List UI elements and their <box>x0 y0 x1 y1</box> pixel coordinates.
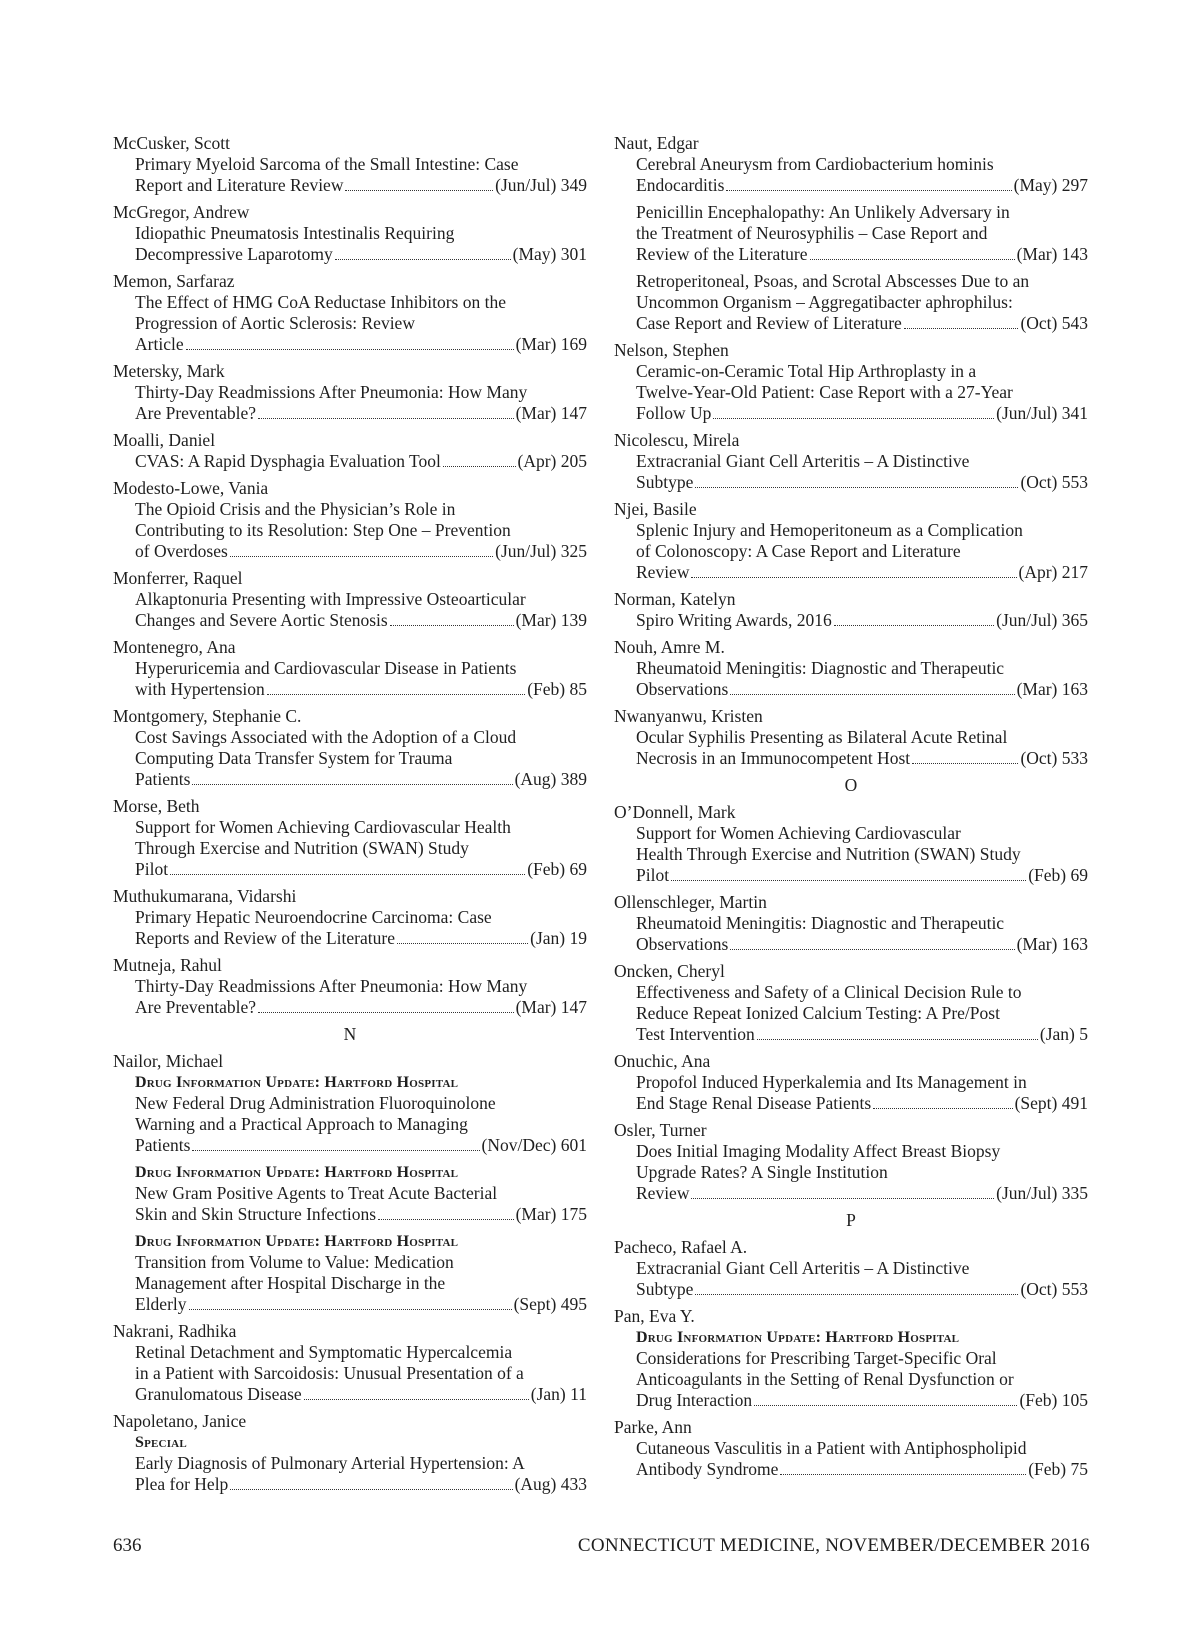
index-entry <box>614 706 1088 769</box>
article-item <box>614 1072 1088 1114</box>
section-tag: Drug Information Update: Hartford Hospital <box>636 1329 960 1346</box>
title-text: Endocarditis <box>636 175 725 195</box>
article-title-line <box>113 541 587 562</box>
section-tag: Drug Information Update: Hartford Hospital <box>135 1074 459 1091</box>
author-name: Modesto-Lowe, Vania <box>113 478 269 498</box>
article-item <box>113 223 587 265</box>
index-entry <box>614 430 1088 493</box>
title-text: Plea for Help <box>135 1474 229 1494</box>
leader-dots <box>691 1198 994 1199</box>
title-text: Antibody Syndrome <box>636 1459 779 1479</box>
article-title-line <box>614 472 1088 493</box>
article-item <box>614 361 1088 424</box>
article-title-line <box>614 403 1088 424</box>
article-title-line: Progression of Aortic Sclerosis: Review <box>135 313 415 333</box>
index-entry <box>614 1417 1088 1480</box>
article-title-line <box>614 679 1088 700</box>
title-text: Case Report and Review of Literature <box>636 313 902 333</box>
author-name: Monferrer, Raquel <box>113 568 243 588</box>
index-entry <box>113 430 587 472</box>
article-item <box>113 499 587 562</box>
article-title-line: Cerebral Aneurysm from Cardiobacterium hominis <box>636 154 994 174</box>
index-entry <box>113 886 587 949</box>
title-text: Subtype <box>636 1279 694 1299</box>
article-item <box>614 610 1088 631</box>
index-entry <box>113 202 587 265</box>
article-title-line <box>113 679 587 700</box>
leader-dots <box>192 784 512 785</box>
article-title-line: the Treatment of Neurosyphilis – Case Report and <box>636 223 988 243</box>
issue-page-ref: (Feb) 105 <box>1019 1390 1088 1410</box>
index-entry <box>614 340 1088 424</box>
issue-page-ref: (Mar) 139 <box>515 610 587 630</box>
article-title-line <box>614 1093 1088 1114</box>
article-title-line <box>113 1204 587 1225</box>
article-item <box>113 1342 587 1405</box>
article-title-line: Thirty-Day Readmissions After Pneumonia: How Many <box>135 976 528 996</box>
index-entry <box>113 478 587 562</box>
issue-page-ref: (Oct) 553 <box>1020 472 1088 492</box>
article-item <box>614 913 1088 955</box>
article-title-line <box>614 1024 1088 1045</box>
title-text: Review of the Literature <box>636 244 808 264</box>
title-text: Observations <box>636 934 729 954</box>
author-name: Nouh, Amre M. <box>614 637 725 657</box>
article-title-line: of Colonoscopy: A Case Report and Literature <box>636 541 961 561</box>
article-item <box>614 202 1088 265</box>
title-text: Report and Literature Review <box>135 175 344 195</box>
issue-page-ref: (Mar) 163 <box>1016 934 1088 954</box>
index-entry <box>113 955 587 1018</box>
article-item <box>614 271 1088 334</box>
title-text: of Overdoses <box>135 541 228 561</box>
article-title-line <box>113 1384 587 1405</box>
author-name: Nicolescu, Mirela <box>614 430 740 450</box>
article-item <box>614 1438 1088 1480</box>
article-title-line: Rheumatoid Meningitis: Diagnostic and Therapeutic <box>636 658 1005 678</box>
issue-page-ref: (Aug) 389 <box>514 769 587 789</box>
index-entry <box>113 361 587 424</box>
article-title-line: The Effect of HMG CoA Reductase Inhibitors on the <box>135 292 506 312</box>
title-text: CVAS: A Rapid Dysphagia Evaluation Tool <box>135 451 441 471</box>
article-item <box>113 658 587 700</box>
leader-dots <box>730 694 1014 695</box>
article-title-line: Considerations for Prescribing Target-Specific Oral <box>636 1348 997 1368</box>
article-title-line <box>614 1459 1088 1480</box>
article-title-line: in a Patient with Sarcoidosis: Unusual Presentation of a <box>135 1363 524 1383</box>
title-text: Review <box>636 562 690 582</box>
author-name: McGregor, Andrew <box>113 202 250 222</box>
article-item <box>113 589 587 631</box>
article-title-line <box>614 175 1088 196</box>
title-text: Test Intervention <box>636 1024 755 1044</box>
author-name: Montenegro, Ana <box>113 637 236 657</box>
index-entry <box>113 1411 587 1495</box>
issue-page-ref: (Feb) 85 <box>527 679 587 699</box>
section-tag: Drug Information Update: Hartford Hospital <box>135 1233 459 1250</box>
issue-page-ref: (May) 297 <box>1013 175 1088 195</box>
issue-page-ref: (Nov/Dec) 601 <box>481 1135 587 1155</box>
title-text: Review <box>636 1183 690 1203</box>
index-entry <box>113 568 587 631</box>
article-item <box>614 658 1088 700</box>
article-item <box>614 823 1088 886</box>
article-title-line <box>113 928 587 949</box>
article-title-line: Extracranial Giant Cell Arteritis – A Distinctive <box>636 451 970 471</box>
title-text: Pilot <box>135 859 169 879</box>
title-text: Spiro Writing Awards, 2016 <box>636 610 832 630</box>
article-title-line <box>113 1474 587 1495</box>
article-title-line <box>113 244 587 265</box>
leader-dots <box>780 1474 1026 1475</box>
leader-dots <box>258 1012 514 1013</box>
title-text: Are Preventable? <box>135 403 256 423</box>
section-letter: P <box>846 1210 856 1230</box>
title-text: Observations <box>636 679 729 699</box>
leader-dots <box>810 259 1015 260</box>
index-entry <box>113 133 587 196</box>
title-text: Patients <box>135 769 191 789</box>
article-title-line <box>113 769 587 790</box>
article-title-line: Health Through Exercise and Nutrition (SWAN) Study <box>636 844 1021 864</box>
title-text: Skin and Skin Structure Infections <box>135 1204 377 1224</box>
article-title-line: Cost Savings Associated with the Adoption of a Cloud <box>135 727 517 747</box>
title-text: Elderly <box>135 1294 187 1314</box>
author-name: Osler, Turner <box>614 1120 707 1140</box>
article-title-line: Cutaneous Vasculitis in a Patient with Antiphospholipid <box>636 1438 1027 1458</box>
index-entry <box>113 706 587 790</box>
issue-page-ref: (Sept) 495 <box>513 1294 587 1314</box>
article-item <box>113 382 587 424</box>
issue-page-ref: (Mar) 147 <box>515 403 587 423</box>
article-title-line: Warning and a Practical Approach to Managing <box>135 1114 468 1134</box>
title-text: Granulomatous Disease <box>135 1384 302 1404</box>
article-title-line: Propofol Induced Hyperkalemia and Its Management in <box>636 1072 1027 1092</box>
article-title-line: Support for Women Achieving Cardiovascular <box>636 823 961 843</box>
article-title-line: Upgrade Rates? A Single Institution <box>636 1162 888 1182</box>
author-name: Nailor, Michael <box>113 1051 224 1071</box>
article-title-line <box>113 1135 587 1156</box>
leader-dots <box>834 625 994 626</box>
article-title-line: Early Diagnosis of Pulmonary Arterial Hypertension: A <box>135 1453 525 1473</box>
page-number: 636 <box>113 1535 142 1556</box>
leader-dots <box>230 1489 512 1490</box>
article-title-line <box>113 859 587 880</box>
article-item <box>614 520 1088 583</box>
author-name: Memon, Sarfaraz <box>113 271 235 291</box>
leader-dots <box>335 259 511 260</box>
author-name: Pan, Eva Y. <box>614 1306 695 1326</box>
article-title-line <box>113 1294 587 1315</box>
author-name: Muthukumarana, Vidarshi <box>113 886 297 906</box>
article-item <box>113 451 587 472</box>
issue-page-ref: (Sept) 491 <box>1014 1093 1088 1113</box>
article-item <box>614 1327 1088 1411</box>
leader-dots <box>695 1294 1018 1295</box>
author-name: Pacheco, Rafael A. <box>614 1237 748 1257</box>
section-letter: N <box>343 1024 357 1044</box>
article-item <box>614 154 1088 196</box>
issue-page-ref: (Apr) 205 <box>517 451 587 471</box>
article-item <box>113 1162 587 1225</box>
leader-dots <box>397 943 528 944</box>
issue-page-ref: (Mar) 143 <box>1016 244 1088 264</box>
author-name: Napoletano, Janice <box>113 1411 247 1431</box>
issue-page-ref: (Jan) 19 <box>530 928 587 948</box>
issue-page-ref: (Mar) 147 <box>515 997 587 1017</box>
article-title-line <box>113 997 587 1018</box>
leader-dots <box>192 1150 479 1151</box>
article-title-line <box>113 175 587 196</box>
section-letter: O <box>844 775 858 795</box>
article-title-line <box>614 1390 1088 1411</box>
title-text: Pilot <box>636 865 670 885</box>
article-title-line: Support for Women Achieving Cardiovascular Health <box>135 817 511 837</box>
article-title-line <box>113 403 587 424</box>
author-name: McCusker, Scott <box>113 133 230 153</box>
leader-dots <box>443 466 516 467</box>
index-entry <box>113 1321 587 1405</box>
leader-dots <box>691 577 1016 578</box>
article-item <box>614 1141 1088 1204</box>
issue-page-ref: (May) 301 <box>512 244 587 264</box>
article-item <box>113 1432 587 1495</box>
article-title-line: Rheumatoid Meningitis: Diagnostic and Therapeutic <box>636 913 1005 933</box>
article-item <box>113 907 587 949</box>
index-entry <box>113 1051 587 1315</box>
article-title-line: Alkaptonuria Presenting with Impressive Osteoarticular <box>135 589 526 609</box>
author-name: Nakrani, Radhika <box>113 1321 237 1341</box>
index-entry <box>614 892 1088 955</box>
article-title-line: New Gram Positive Agents to Treat Acute Bacterial <box>135 1183 498 1203</box>
title-text: Subtype <box>636 472 694 492</box>
article-title-line: Primary Myeloid Sarcoma of the Small Intestine: Case <box>135 154 519 174</box>
leader-dots <box>378 1219 513 1220</box>
article-title-line: Hyperuricemia and Cardiovascular Disease in Patients <box>135 658 517 678</box>
article-title-line <box>614 865 1088 886</box>
author-name: Ollenschleger, Martin <box>614 892 767 912</box>
issue-page-ref: (Mar) 163 <box>1016 679 1088 699</box>
article-title-line: The Opioid Crisis and the Physician’s Role in <box>135 499 456 519</box>
leader-dots <box>170 874 525 875</box>
title-text: with Hypertension <box>135 679 265 699</box>
issue-page-ref: (Feb) 75 <box>1028 1459 1088 1479</box>
article-title-line <box>614 610 1088 631</box>
index-entry <box>614 589 1088 631</box>
article-title-line: Idiopathic Pneumatosis Intestinalis Requiring <box>135 223 455 243</box>
article-title-line <box>614 1183 1088 1204</box>
index-column-right <box>614 133 1088 1486</box>
index-entry <box>614 499 1088 583</box>
author-name: Norman, Katelyn <box>614 589 736 609</box>
index-entry <box>113 796 587 880</box>
index-entry <box>614 637 1088 700</box>
leader-dots <box>230 556 493 557</box>
article-title-line: Splenic Injury and Hemoperitoneum as a Complication <box>636 520 1023 540</box>
article-item <box>614 451 1088 493</box>
author-name: Metersky, Mark <box>113 361 225 381</box>
article-title-line <box>614 562 1088 583</box>
title-text: Drug Interaction <box>636 1390 753 1410</box>
article-title-line: Transition from Volume to Value: Medication <box>135 1252 454 1272</box>
author-name: Morse, Beth <box>113 796 200 816</box>
issue-page-ref: (Jun/Jul) 341 <box>996 403 1088 423</box>
title-text: Patients <box>135 1135 191 1155</box>
article-title-line: Ocular Syphilis Presenting as Bilateral Acute Retinal <box>636 727 1008 747</box>
author-name: O’Donnell, Mark <box>614 802 736 822</box>
article-title-line: Retinal Detachment and Symptomatic Hypercalcemia <box>135 1342 513 1362</box>
leader-dots <box>345 190 493 191</box>
author-name: Mutneja, Rahul <box>113 955 222 975</box>
leader-dots <box>873 1108 1012 1109</box>
article-item <box>113 292 587 355</box>
article-item <box>113 817 587 880</box>
issue-page-ref: (Jun/Jul) 365 <box>996 610 1088 630</box>
article-item <box>614 727 1088 769</box>
issue-page-ref: (Jun/Jul) 349 <box>495 175 587 195</box>
author-name: Montgomery, Stephanie C. <box>113 706 302 726</box>
issue-page-ref: (Oct) 553 <box>1020 1279 1088 1299</box>
author-name: Parke, Ann <box>614 1417 692 1437</box>
article-title-line: Does Initial Imaging Modality Affect Breast Biopsy <box>636 1141 1001 1161</box>
leader-dots <box>258 418 514 419</box>
leader-dots <box>695 487 1018 488</box>
index-entry <box>614 1237 1088 1300</box>
article-title-line: Ceramic-on-Ceramic Total Hip Arthroplasty in a <box>636 361 977 381</box>
article-item <box>113 976 587 1018</box>
issue-page-ref: (Jan) 5 <box>1039 1024 1088 1044</box>
title-text: Are Preventable? <box>135 997 256 1017</box>
index-entry <box>614 802 1088 886</box>
article-title-line: Uncommon Organism – Aggregatibacter aphrophilus: <box>636 292 1013 312</box>
author-name: Naut, Edgar <box>614 133 699 153</box>
issue-page-ref: (Feb) 69 <box>1028 865 1088 885</box>
author-name: Onuchic, Ana <box>614 1051 711 1071</box>
issue-page-ref: (Oct) 543 <box>1020 313 1088 333</box>
article-title-line: Extracranial Giant Cell Arteritis – A Distinctive <box>636 1258 970 1278</box>
article-title-line: Through Exercise and Nutrition (SWAN) Study <box>135 838 469 858</box>
section-tag: Drug Information Update: Hartford Hospital <box>135 1164 459 1181</box>
article-title-line <box>113 610 587 631</box>
article-item <box>614 982 1088 1045</box>
article-title-line: Reduce Repeat Ionized Calcium Testing: A Pre/Post <box>636 1003 1000 1023</box>
index-entry <box>113 271 587 355</box>
article-title-line <box>614 1279 1088 1300</box>
title-text: Follow Up <box>636 403 712 423</box>
author-name: Moalli, Daniel <box>113 430 216 450</box>
issue-page-ref: (Oct) 533 <box>1020 748 1088 768</box>
article-title-line: New Federal Drug Administration Fluoroquinolone <box>135 1093 496 1113</box>
leader-dots <box>754 1405 1017 1406</box>
article-item <box>113 727 587 790</box>
journal-footer: CONNECTICUT MEDICINE, NOVEMBER/DECEMBER 2016 <box>577 1535 1090 1556</box>
issue-page-ref: (Jun/Jul) 335 <box>996 1183 1088 1203</box>
article-title-line: Anticoagulants in the Setting of Renal Dysfunction or <box>636 1369 1014 1389</box>
issue-page-ref: (Feb) 69 <box>527 859 587 879</box>
issue-page-ref: (Jun/Jul) 325 <box>495 541 587 561</box>
issue-page-ref: (Mar) 169 <box>515 334 587 354</box>
leader-dots <box>912 763 1018 764</box>
leader-dots <box>713 418 994 419</box>
article-title-line: Contributing to its Resolution: Step One – Prevention <box>135 520 511 540</box>
leader-dots <box>304 1399 529 1400</box>
index-entry <box>113 637 587 700</box>
author-name: Nwanyanwu, Kristen <box>614 706 763 726</box>
leader-dots <box>390 625 514 626</box>
title-text: Necrosis in an Immunocompetent Host <box>636 748 911 768</box>
article-item <box>113 1231 587 1315</box>
leader-dots <box>189 1309 512 1310</box>
index-entry <box>614 1306 1088 1411</box>
article-title-line <box>113 334 587 355</box>
article-title-line <box>113 451 587 472</box>
leader-dots <box>186 349 514 350</box>
title-text: Reports and Review of the Literature <box>135 928 395 948</box>
article-item <box>113 154 587 196</box>
author-name: Oncken, Cheryl <box>614 961 725 981</box>
article-title-line: Primary Hepatic Neuroendocrine Carcinoma: Case <box>135 907 492 927</box>
issue-page-ref: (Mar) 175 <box>515 1204 587 1224</box>
article-title-line <box>614 313 1088 334</box>
issue-page-ref: (Aug) 433 <box>514 1474 587 1494</box>
article-title-line: Management after Hospital Discharge in the <box>135 1273 446 1293</box>
article-title-line: Effectiveness and Safety of a Clinical Decision Rule to <box>636 982 1022 1002</box>
leader-dots <box>726 190 1011 191</box>
title-text: End Stage Renal Disease Patients <box>636 1093 872 1113</box>
article-item <box>614 1258 1088 1300</box>
index-entry <box>614 1120 1088 1204</box>
leader-dots <box>904 328 1019 329</box>
article-item <box>113 1072 587 1156</box>
article-title-line: Computing Data Transfer System for Trauma <box>135 748 453 768</box>
article-title-line <box>614 244 1088 265</box>
article-title-line: Thirty-Day Readmissions After Pneumonia: How Many <box>135 382 528 402</box>
article-title-line <box>614 934 1088 955</box>
index-entry <box>614 961 1088 1045</box>
author-name: Njei, Basile <box>614 499 697 519</box>
section-tag: Special <box>135 1434 187 1451</box>
title-text: Decompressive Laparotomy <box>135 244 333 264</box>
leader-dots <box>757 1039 1038 1040</box>
title-text: Changes and Severe Aortic Stenosis <box>135 610 388 630</box>
leader-dots <box>671 880 1026 881</box>
article-title-line: Penicillin Encephalopathy: An Unlikely Adversary in <box>636 202 1010 222</box>
leader-dots <box>730 949 1014 950</box>
title-text: Article <box>135 334 184 354</box>
issue-page-ref: (Jan) 11 <box>530 1384 587 1404</box>
index-column-left <box>113 133 587 1501</box>
index-entry <box>614 1051 1088 1114</box>
index-entry <box>614 133 1088 334</box>
issue-page-ref: (Apr) 217 <box>1018 562 1088 582</box>
article-title-line <box>614 748 1088 769</box>
article-title-line: Retroperitoneal, Psoas, and Scrotal Abscesses Due to an <box>636 271 1030 291</box>
article-title-line: Twelve-Year-Old Patient: Case Report with a 27-Year <box>636 382 1013 402</box>
leader-dots <box>267 694 525 695</box>
author-name: Nelson, Stephen <box>614 340 729 360</box>
